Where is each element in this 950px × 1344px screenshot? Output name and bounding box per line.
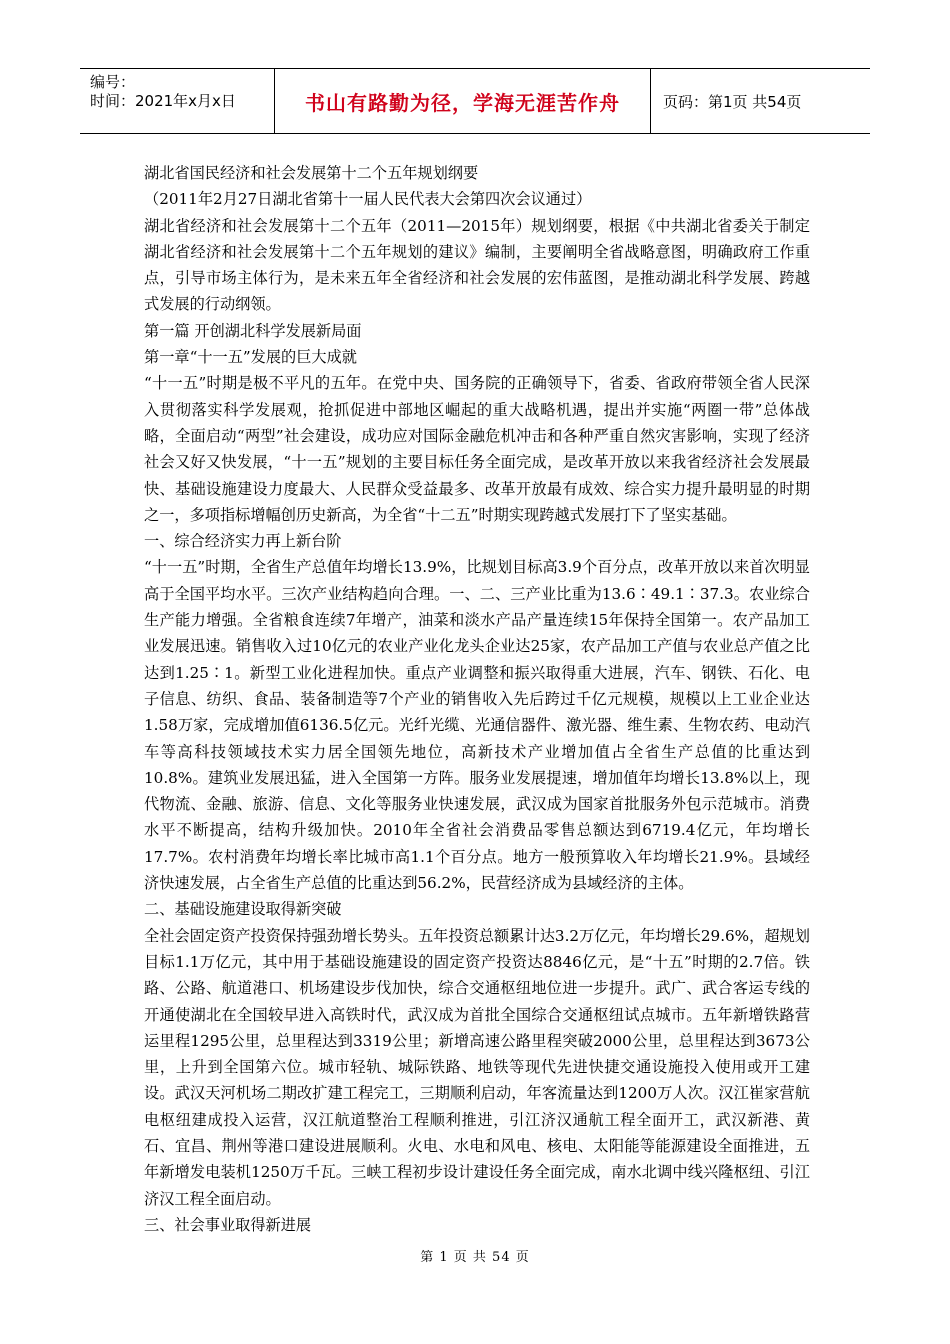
section-heading: 一、综合经济实力再上新台阶	[144, 532, 342, 551]
header-page-cell	[651, 69, 870, 133]
header-meta-cell	[80, 69, 275, 133]
header-motto-cell	[275, 69, 651, 133]
section-paragraph: 全社会固定资产投资保持强劲增长势头。五年投资总额累计达3.2万亿元，年均增长29.6%，超规划目标1.1万亿元，其中用于基础设施建设的固定资产投资达8846亿元，是“十五”时期的2.7倍。铁路、公路、航道港口、机场建设步伐加快，综合交通枢纽地位进一步提升。武广、武合客运专线的开通使湖北在全国较早进入高铁时代，武汉成为首批全国综合交通枢纽试点城市。五年新增铁路营运里程1295公里，总里程达到3319公里；新增高速公路里程突破2000公里，总里程达到3673公里，上升到全国第六位。城市轻轨、城际铁路、地铁等现代先进快捷交通设施投入使用或开工建设。武汉天河机场二期改扩建工程完工，三期顺利启动，年客流量达到1200万人次。汉江崔家营航电枢纽建成投入运营，汉江航道整治工程顺利推进，引江济汉通航工程全面开工，武汉新港、黄石、宜昌、荆州等港口建设进展顺利。火电、水电和风电、核电、太阳能等能源建设全面推进，五年新增发电装机1250万千瓦。三峡工程初步设计建设任务全面完成，南水北调中线兴隆枢纽、引江济汉工程全面启动。	[144, 926, 810, 1208]
document-title: 湖北省国民经济和社会发展第十二个五年规划纲要	[144, 164, 479, 182]
chapter-paragraph: “十一五”时期是极不平凡的五年。在党中央、国务院的正确领导下，省委、省政府带领全省人民深入贯彻落实科学发展观，抢抓促进中部地区崛起的重大战略机遇，提出并实施“两圈一带”总体战略，全面启动“两型”社会建设，成功应对国际金融危机冲击和各种严重自然灾害影响，实现了经济社会又好又快发展，“十一五”规划的主要目标任务全面完成，是改革开放以来我省经济社会发展最快、基础设施建设力度最大、人民群众受益最多、改革开放最有成效、综合实力提升最明显的时期之一，多项指标增幅创历史新高，为全省“十二五”时期实现跨越式发展打下了坚实基础。	[144, 374, 810, 524]
part-heading: 第一篇 开创湖北科学发展新局面	[144, 321, 362, 340]
chapter-heading: 第一章“十一五”发展的巨大成就	[144, 348, 357, 367]
intro-paragraph: 湖北省经济和社会发展第十二个五年（2011—2015年）规划纲要，根据《中共湖北省委关于制定湖北省经济和社会发展第十二个五年规划的建议》编制，主要阐明全省战略意图，明确政府工作重点，引导市场主体行为，是未来五年全省经济和社会发展的宏伟蓝图，是推动湖北科学发展、跨越式发展的行动纲领。	[144, 216, 810, 314]
document-body	[144, 160, 810, 1238]
page-header	[80, 68, 870, 134]
section-paragraph: “十一五”时期，全省生产总值年均增长13.9%，比规划目标高3.9个百分点，改革开放以来首次明显高于全国平均水平。三次产业结构趋向合理。一、二、三产业比重为13.6∶49.1∶37.3。农业综合生产能力增强。全省粮食连续7年增产，油菜和淡水产品产量连续15年保持全国第一。农产品加工业发展迅速。销售收入过10亿元的农业产业化龙头企业达25家，农产品加工产值与农业总产值之比达到1.25∶1。新型工业化进程加快。重点产业调整和振兴取得重大进展，汽车、钢铁、石化、电子信息、纺织、食品、装备制造等7个产业的销售收入先后跨过千亿元规模，规模以上工业企业达1.58万家，完成增加值6136.5亿元。光纤光缆、光通信器件、激光器、维生素、生物农药、电动汽车等高科技领域技术实力居全国领先地位，高新技术产业增加值占全省生产总值的比重达到10.8%。建筑业发展迅猛，进入全国第一方阵。服务业发展提速，增加值年均增长13.8%以上，现代物流、金融、旅游、信息、文化等服务业快速发展，武汉成为国家首批服务外包示范城市。消费水平不断提高，结构升级加快。2010年全省社会消费品零售总额达到6719.4亿元，年均增长17.7%。农村消费年均增长率比城市高1.1个百分点。地方一般预算收入年均增长21.9%。县域经济快速发展，占全省生产总值的比重达到56.2%，民营经济成为县域经济的主体。	[144, 558, 810, 893]
document-subtitle: （2011年2月27日湖北省第十一届人民代表大会第四次会议通过）	[144, 190, 592, 209]
section-heading: 二、基础设施建设取得新突破	[144, 900, 342, 919]
page-footer	[0, 1246, 950, 1265]
document-date: 时间：2021年x月x日	[90, 92, 236, 110]
document-number-label: 编号：	[90, 73, 136, 91]
header-motto: 书山有路勤为径，学海无涯苦作舟	[305, 90, 620, 115]
footer-page-number: 第 1 页 共 54 页	[420, 1250, 530, 1265]
section-heading: 三、社会事业取得新进展	[144, 1215, 312, 1234]
header-page-info: 页码：第1页 共54页	[663, 92, 802, 111]
